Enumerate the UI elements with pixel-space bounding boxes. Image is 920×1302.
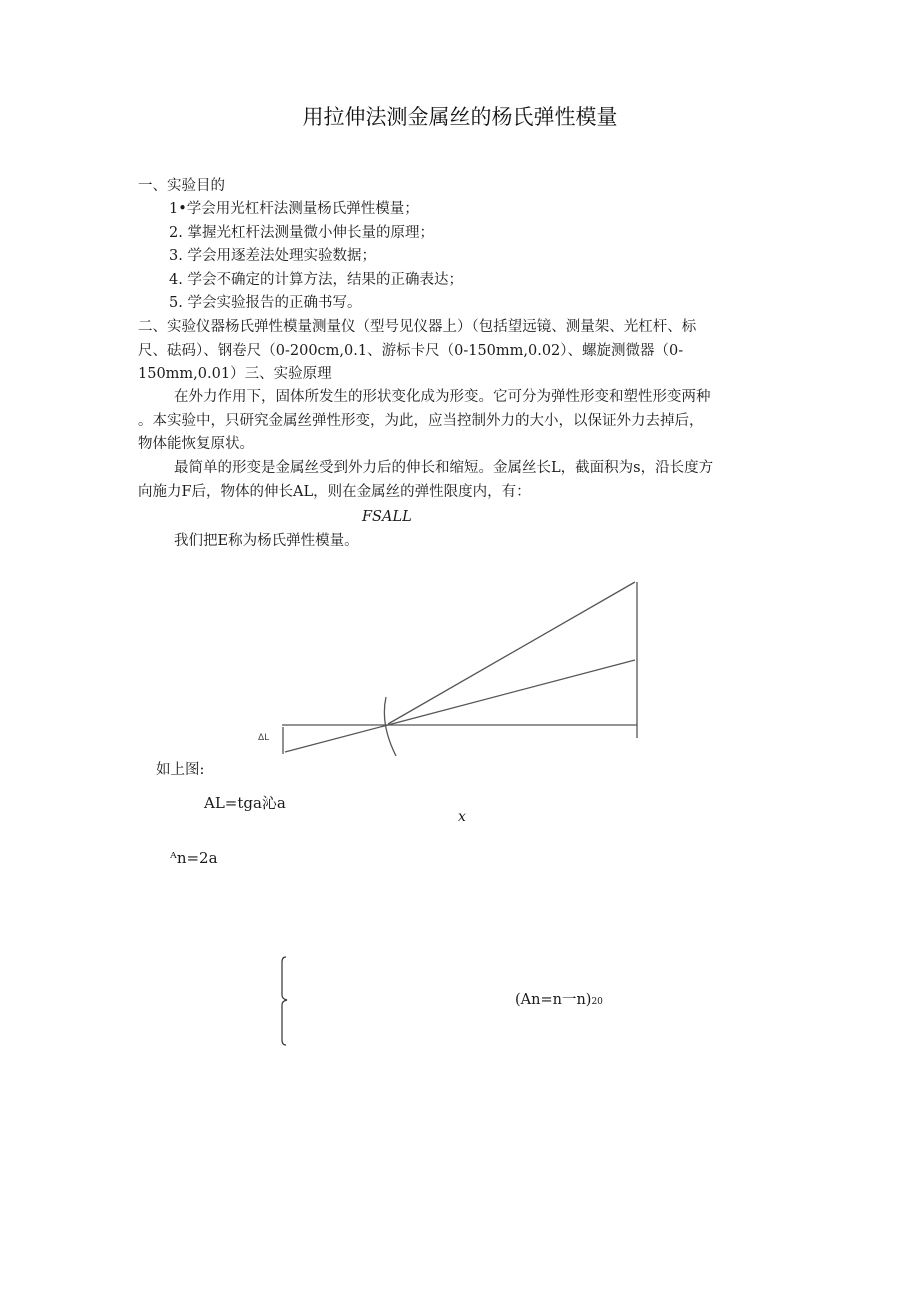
equation-delta-n: ᴬn=2a bbox=[170, 849, 218, 867]
paragraph-line: 最简单的形变是金属丝受到外力后的伸长和缩短。金属丝长L，截面积为s，沿长度方 bbox=[174, 460, 714, 476]
page-title: 用拉伸法测金属丝的杨氏弹性模量 bbox=[302, 105, 618, 129]
equation-tangent: AL=tga沁a bbox=[204, 794, 286, 812]
section-instruments-line: 尺、砝码）、钢卷尺（0-200cm,0.1、游标卡尺（0-150mm,0.02）、螺旋测微器（0- bbox=[138, 343, 684, 359]
list-item: 5. 学会实验报告的正确书写。 bbox=[169, 295, 362, 311]
equation-difference-subscript: 20 bbox=[591, 997, 603, 1007]
paragraph-line: 。本实验中，只研究金属丝弹性形变，为此，应当控制外力的大小，以保证外力去掉后， bbox=[138, 413, 704, 429]
paragraph-line: 物体能恢复原状。 bbox=[138, 436, 254, 452]
equation-difference-main: (An=n一n) bbox=[515, 992, 592, 1008]
list-item: 4. 学会不确定的计算方法，结果的正确表达； bbox=[169, 272, 463, 288]
section-instruments-line: 150mm,0.01）三、实验原理 bbox=[138, 366, 332, 382]
section-instruments-line: 二、实验仪器杨氏弹性模量测量仪（型号见仪器上）（包括望远镜、测量架、光杠杆、标 bbox=[138, 319, 697, 335]
equation-difference bbox=[515, 988, 603, 1009]
list-item: 2. 掌握光杠杆法测量微小伸长量的原理； bbox=[169, 225, 434, 241]
list-item: 3. 学会用逐差法处理实验数据； bbox=[169, 248, 376, 264]
paragraph-line: 在外力作用下，固体所发生的形状变化成为形变。它可分为弹性形变和塑性形变两种 bbox=[174, 389, 711, 405]
paragraph-line: 我们把E称为杨氏弹性模量。 bbox=[174, 533, 359, 549]
delta-l-label: ΔL bbox=[258, 733, 270, 743]
list-item: 1•学会用光杠杆法测量杨氏弹性模量； bbox=[169, 201, 419, 217]
paragraph-line: 向施力F后，物体的伸长AL，则在金属丝的弹性限度内，有： bbox=[138, 484, 531, 500]
equation-variable-x: x bbox=[458, 809, 466, 825]
formula-young-modulus: FSALL bbox=[362, 509, 412, 525]
section-heading-purpose: 一、实验目的 bbox=[138, 178, 225, 194]
figure-caption: 如上图: bbox=[156, 762, 205, 778]
